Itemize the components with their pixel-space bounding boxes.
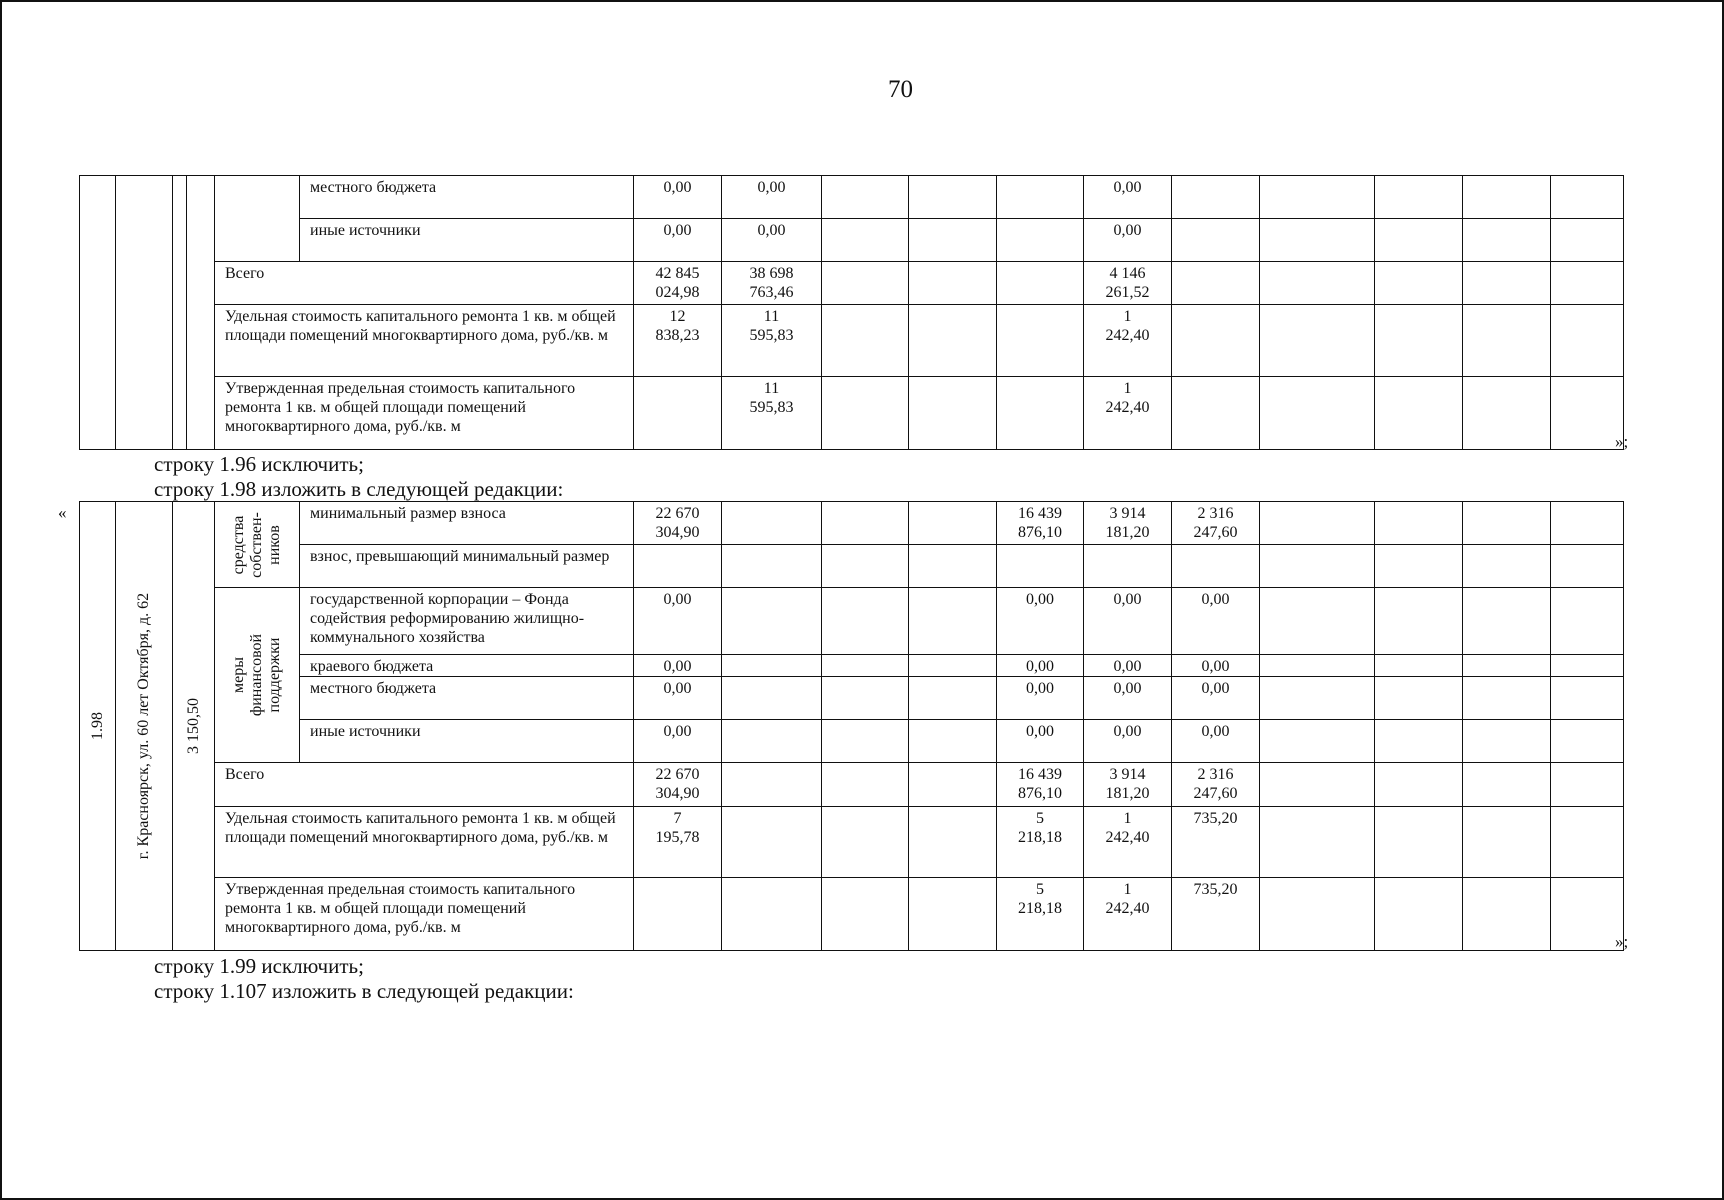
table-continuation — [79, 175, 1624, 450]
cell-col7: 0,00 — [1172, 655, 1260, 677]
instruction-text: строку 1.107 изложить в следующей редакции: — [154, 979, 574, 1003]
cell-total — [634, 377, 722, 450]
cell-col7: 735,20 — [1172, 807, 1260, 878]
cell-col6: 1 242,40 — [1084, 305, 1172, 377]
cell-col6: 4 146 261,52 — [1084, 262, 1172, 305]
cell-col6: 0,00 — [1084, 588, 1172, 655]
cell-total: 22 670 304,90 — [634, 763, 722, 807]
row-label: иные источники — [300, 219, 634, 262]
row-label: иные источники — [300, 720, 634, 763]
table-row — [80, 377, 1624, 450]
cell-col5: 5 218,18 — [997, 878, 1084, 951]
table-row — [80, 219, 1624, 262]
cell-col6: 0,00 — [1084, 219, 1172, 262]
cell-col2: 38 698 763,46 — [722, 262, 822, 305]
row-label: Утвержденная предельная стоимость капитального ремонта 1 кв. м общей площади помещений многоквартирного дома, руб./кв. м — [215, 878, 634, 951]
cell-col5: 5 218,18 — [997, 807, 1084, 878]
table-row-1-98 — [79, 501, 1624, 951]
group-support: меры финансовой поддержки — [230, 633, 283, 717]
row-label: государственной корпорации – Фонда содействия реформированию жилищно-коммунального хозяйства — [300, 588, 634, 655]
table-row — [80, 588, 1624, 655]
cell-col2: 11 595,83 — [722, 305, 822, 377]
row-label: минимальный размер взноса — [300, 502, 634, 545]
cell-total: 0,00 — [634, 677, 722, 720]
group-owners: средства собствен-ников — [230, 511, 283, 578]
closing-quote: »; — [1615, 432, 1629, 451]
cell-col5: 16 439 876,10 — [997, 763, 1084, 807]
cell-total: 0,00 — [634, 720, 722, 763]
row-label: краевого бюджета — [300, 655, 634, 677]
closing-quote: »; — [1615, 932, 1629, 951]
cell-col6: 0,00 — [1084, 176, 1172, 219]
table-row — [80, 262, 1624, 305]
cell-col7: 0,00 — [1172, 720, 1260, 763]
table-row — [80, 720, 1624, 763]
cell-col6: 3 914 181,20 — [1084, 502, 1172, 545]
cell-col5: 0,00 — [997, 677, 1084, 720]
cell-col7: 0,00 — [1172, 677, 1260, 720]
cell-col2: 0,00 — [722, 176, 822, 219]
row-label: Всего — [215, 262, 634, 305]
cell-total: 42 845 024,98 — [634, 262, 722, 305]
instruction-text: строку 1.96 исключить; — [154, 452, 364, 476]
row-label: Всего — [215, 763, 634, 807]
cell-total: 7 195,78 — [634, 807, 722, 878]
address: г. Красноярск, ул. 60 лет Октября, д. 62 — [135, 592, 153, 860]
cell-col5: 16 439 876,10 — [997, 502, 1084, 545]
table-row — [80, 878, 1624, 951]
cell-total: 22 670 304,90 — [634, 502, 722, 545]
cell-col6: 0,00 — [1084, 677, 1172, 720]
cell-col5: 0,00 — [997, 720, 1084, 763]
cell-col6: 3 914 181,20 — [1084, 763, 1172, 807]
row-label: Удельная стоимость капитального ремонта 1 кв. м общей площади помещений многоквартирного дома, руб./кв. м — [215, 807, 634, 878]
row-label: местного бюджета — [300, 176, 634, 219]
table-row — [80, 545, 1624, 588]
table-row — [80, 305, 1624, 377]
page-number: 70 — [888, 76, 913, 103]
row-label: местного бюджета — [300, 677, 634, 720]
area: 3 150,50 — [184, 698, 202, 754]
cell-total: 0,00 — [634, 588, 722, 655]
cell-col6: 1 242,40 — [1084, 807, 1172, 878]
cell-total: 0,00 — [634, 219, 722, 262]
cell-col5: 0,00 — [997, 588, 1084, 655]
cell-col5: 0,00 — [997, 655, 1084, 677]
table-row — [80, 677, 1624, 720]
instruction-text: строку 1.99 исключить; — [154, 954, 364, 978]
cell-col7: 735,20 — [1172, 878, 1260, 951]
table-row — [80, 763, 1624, 807]
cell-col6: 0,00 — [1084, 655, 1172, 677]
cell-total: 0,00 — [634, 176, 722, 219]
table-row — [80, 176, 1624, 219]
cell-total: 12 838,23 — [634, 305, 722, 377]
cell-col7: 0,00 — [1172, 588, 1260, 655]
cell-col6: 0,00 — [1084, 720, 1172, 763]
cell-total: 0,00 — [634, 655, 722, 677]
instruction-text: строку 1.98 изложить в следующей редакции: — [154, 477, 564, 501]
table-row — [80, 502, 1624, 545]
cell-col6: 1 242,40 — [1084, 878, 1172, 951]
row-label: Утвержденная предельная стоимость капитального ремонта 1 кв. м общей площади помещений многоквартирного дома, руб./кв. м — [215, 377, 634, 450]
table-row — [80, 807, 1624, 878]
row-number: 1.98 — [88, 712, 106, 740]
table-row — [80, 655, 1624, 677]
row-label: взнос, превышающий минимальный размер — [300, 545, 634, 588]
cell-col2: 11 595,83 — [722, 377, 822, 450]
cell-col7: 2 316 247,60 — [1172, 502, 1260, 545]
cell-col2: 0,00 — [722, 219, 822, 262]
opening-quote: « — [58, 503, 67, 522]
cell-col7: 2 316 247,60 — [1172, 763, 1260, 807]
row-label: Удельная стоимость капитального ремонта 1 кв. м общей площади помещений многоквартирного дома, руб./кв. м — [215, 305, 634, 377]
cell-col6: 1 242,40 — [1084, 377, 1172, 450]
